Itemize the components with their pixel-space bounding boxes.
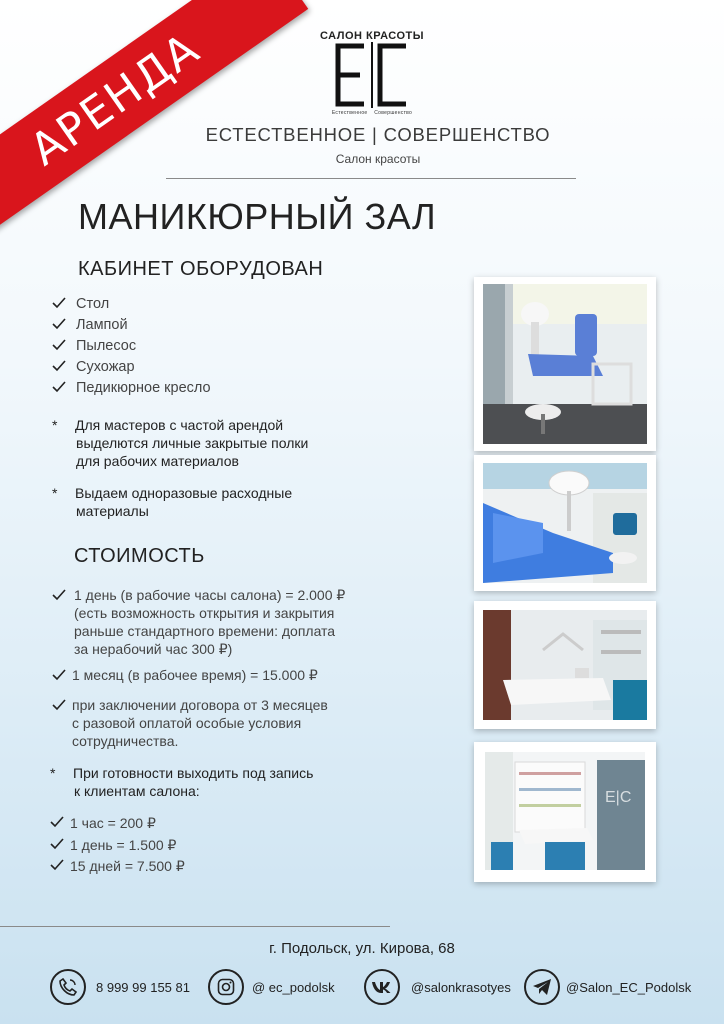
- checkmark-icon: [50, 859, 64, 871]
- equipment-list: [52, 294, 211, 399]
- contact-telegram-text: @Salon_EC_Podolsk: [566, 979, 692, 995]
- photo-manicure-table-image: [483, 610, 647, 720]
- price-line: с разовой оплатой особые условия: [72, 715, 302, 731]
- checkmark-icon: [52, 381, 66, 393]
- contact-instagram[interactable]: [208, 969, 335, 1005]
- price-day: [52, 586, 345, 658]
- svg-text:E|C: E|C: [605, 789, 632, 806]
- checkmark-icon: [52, 360, 66, 372]
- equipment-item-label: Пылесос: [76, 338, 137, 354]
- note-line: Выдаем одноразовые расходные: [75, 485, 293, 501]
- extra-prices: [50, 813, 185, 878]
- list-item: [52, 378, 211, 399]
- note-line: к клиентам салона:: [74, 783, 200, 799]
- cost-heading: СТОИМОСТЬ: [74, 545, 205, 567]
- logo-icon: [334, 42, 410, 108]
- checkmark-icon: [50, 816, 64, 828]
- page-title: МАНИКЮРНЫЙ ЗАЛ: [78, 196, 437, 237]
- price-line: 1 час = 200 ₽: [70, 815, 156, 831]
- photo-room-3: [474, 601, 656, 729]
- price-line: (есть возможность открытия и закрытия: [74, 605, 335, 621]
- note-line: для рабочих материалов: [76, 453, 239, 469]
- checkmark-icon: [52, 297, 66, 309]
- logo-top-text: САЛОН КРАСОТЫ: [320, 30, 424, 42]
- contact-vk-text: @salonkrasotyes: [411, 979, 511, 995]
- telegram-icon: [524, 969, 560, 1005]
- checkmark-icon: [52, 699, 66, 711]
- asterisk: *: [50, 765, 56, 781]
- price-line: 1 месяц (в рабочее время) = 15.000 ₽: [72, 667, 318, 683]
- equipment-item-label: Стол: [76, 296, 110, 312]
- equipment-item-label: Сухожар: [76, 359, 135, 375]
- list-item: [52, 357, 211, 378]
- brand-name: ЕСТЕСТВЕННОЕ | СОВЕРШЕНСТВО: [205, 124, 551, 145]
- checkmark-icon: [52, 589, 66, 601]
- logo-subtext: [0, 110, 724, 116]
- checkmark-icon: [52, 318, 66, 330]
- photo-room-2: [474, 455, 656, 591]
- note-line: При готовности выходить под запись: [73, 765, 314, 781]
- list-item: [52, 294, 211, 315]
- photo-room-1: [474, 277, 656, 451]
- contact-instagram-text: @ ec_podolsk: [252, 979, 335, 995]
- price-line: при заключении договора от 3 месяцев: [72, 697, 328, 713]
- price-contract: [52, 696, 328, 750]
- note-line: Для мастеров с частой арендой: [75, 417, 284, 433]
- brand-tagline: Салон красоты: [335, 152, 421, 166]
- note-line: материалы: [76, 503, 149, 519]
- note-appointments: [50, 764, 313, 800]
- photo-chair-image: [483, 284, 647, 444]
- checkmark-icon: [50, 838, 64, 850]
- logo-sub-right: Совершенство: [374, 110, 413, 116]
- asterisk: *: [52, 485, 58, 501]
- phone-icon: [50, 969, 86, 1005]
- equipment-heading: КАБИНЕТ ОБОРУДОВАН: [78, 258, 324, 280]
- price-month: [52, 666, 318, 684]
- checkmark-icon: [52, 339, 66, 351]
- rent-ribbon-text: АРЕНДА: [20, 22, 210, 176]
- photo-room-4: [474, 742, 656, 882]
- photo-salon-image: [485, 752, 645, 870]
- contact-phone[interactable]: [50, 969, 190, 1005]
- contact-vk[interactable]: [364, 969, 511, 1005]
- price-line: 15 дней = 7.500 ₽: [70, 858, 185, 874]
- contact-phone-text: 8 999 99 155 81: [96, 979, 190, 995]
- note-consumables: [52, 484, 292, 520]
- note-shelves: [52, 416, 308, 470]
- header-divider: [166, 178, 576, 179]
- instagram-icon: [208, 969, 244, 1005]
- checkmark-icon: [52, 669, 66, 681]
- asterisk: *: [52, 417, 58, 433]
- contact-telegram[interactable]: [524, 969, 691, 1005]
- note-line: выделются личные закрытые полки: [76, 435, 309, 451]
- logo-sub-left: Естественное: [331, 110, 368, 116]
- equipment-item-label: Лампой: [76, 317, 128, 333]
- list-item: [52, 315, 211, 336]
- price-line: 1 день (в рабочие часы салона) = 2.000 ₽: [74, 587, 346, 603]
- footer-divider: [0, 926, 390, 927]
- price-line: сотрудничества.: [72, 733, 179, 749]
- list-item: [52, 336, 211, 357]
- price-line: за нерабочий час 300 ₽): [74, 641, 233, 657]
- price-line: раньше стандартного времени: доплата: [74, 623, 336, 639]
- photo-pedicure-image: [483, 463, 647, 583]
- price-line: 1 день = 1.500 ₽: [70, 836, 177, 853]
- footer-address: г. Подольск, ул. Кирова, 68: [269, 940, 455, 957]
- vk-icon: [364, 969, 400, 1005]
- equipment-item-label: Педикюрное кресло: [76, 380, 211, 396]
